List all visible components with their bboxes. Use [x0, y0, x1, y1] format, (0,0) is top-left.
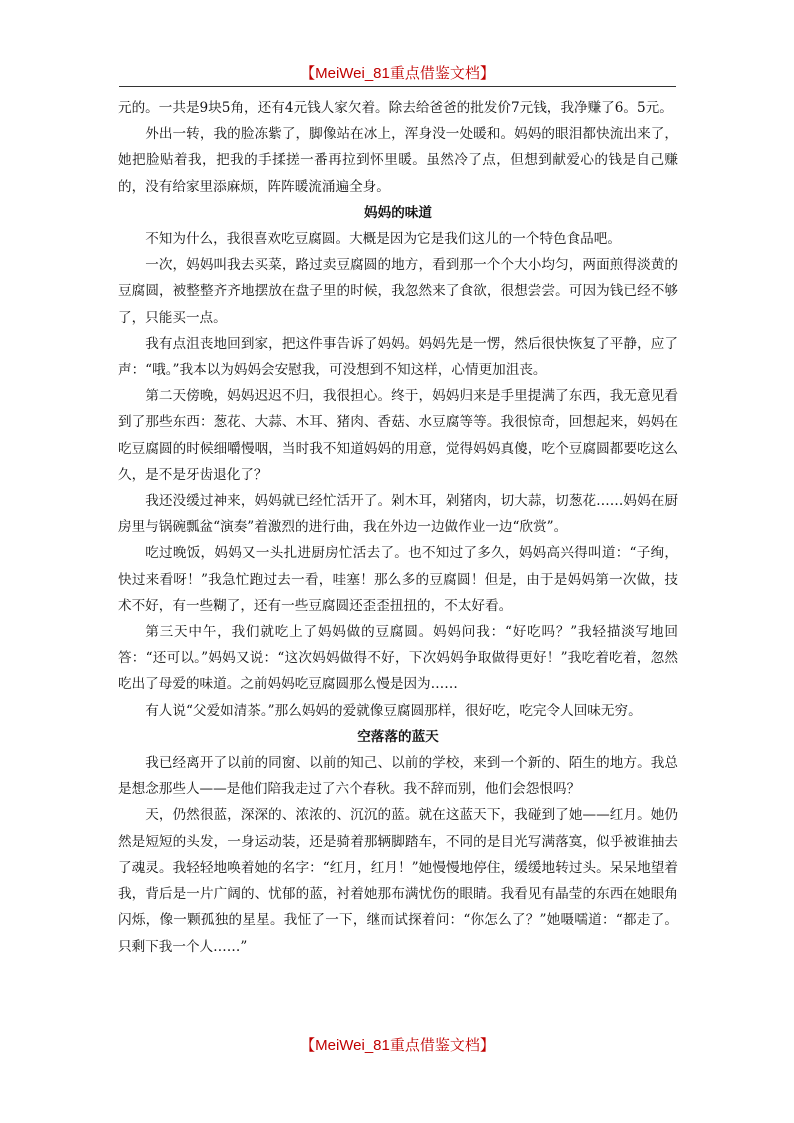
paragraph: 我还没缓过神来，妈妈就已经忙活开了。剁木耳，剁猪肉，切大蒜，切葱花……妈妈在厨房里与锅碗瓢盆“演奏”着激烈的进行曲，我在外边一边做作业一边“欣赏”。 — [118, 493, 678, 536]
paragraph: 我已经离开了以前的同窗、以前的知己、以前的学校，来到一个新的、陌生的地方。我总是想念那些人——是他们陪我走过了六个春秋。我不辞而别，他们会怨恨吗？ — [118, 755, 678, 798]
paragraph: 第三天中午，我们就吃上了妈妈做的豆腐圆。妈妈问我：“好吃吗？”我轻描淡写地回答：“还可以。”妈妈又说：“这次妈妈做得不好，下次妈妈争取做得更好！”我吃着吃着，忽然吃出了母爱的味道。之前妈妈吃豆腐圆那么慢是因为…… — [118, 624, 678, 693]
paragraph: 一次，妈妈叫我去买菜，路过卖豆腐圆的地方，看到那一个个大小均匀，两面煎得淡黄的豆腐圆，被整整齐齐地摆放在盘子里的时候，我忽然来了食欲，很想尝尝。可因为钱已经不够了，只能买一点。 — [118, 257, 678, 326]
paragraph: 不知为什么，我很喜欢吃豆腐圆。大概是因为它是我们这儿的一个特色食品吧。 — [145, 231, 621, 248]
document-body — [118, 95, 678, 960]
paragraph: 有人说“父爱如清茶。”那么妈妈的爱就像豆腐圆那样，很好吃，吃完令人回味无穷。 — [145, 702, 642, 719]
paragraph: 我有点沮丧地回到家，把这件事告诉了妈妈。妈妈先是一愣，然后很快恢复了平静，应了声：“哦。”我本以为妈妈会安慰我，可没想到不知这样，心情更加沮丧。 — [118, 335, 678, 379]
paragraph: 第二天傍晚，妈妈迟迟不归，我很担心。终于，妈妈归来是手里提满了东西，我无意见看到了那些东西：葱花、大蒜、木耳、猪肉、香菇、水豆腐等等。我很惊奇，回想起来，妈妈在吃豆腐圆的时候细嚼慢咽，当时我不知道妈妈的用意，觉得妈妈真傻，吃个豆腐圆都要吃这么久，是不是牙齿退化了？ — [118, 388, 678, 483]
paragraph: 元的。一共是9块5角，还有4元钱人家欠着。除去给爸爸的批发价7元钱，我净赚了6。5元。 — [118, 100, 673, 116]
page-header: 【MeiWei_81重点借鉴文档】 — [300, 65, 495, 82]
header-rule — [119, 86, 676, 87]
paragraph: 天，仍然很蓝，深深的、浓浓的、沉沉的蓝。就在这蓝天下，我碰到了她——红月。她仍然是短短的头发，一身运动装，还是骑着那辆脚踏车，不同的是目光写满落寞，似乎被谁抽去了魂灵。我轻轻地唤着她的名字：“红月，红月！”她慢慢地停住，缓缓地转过头。呆呆地望着我，背后是一片广阔的、忧郁的蓝，衬着她那布满忧伤的眼睛。我看见有晶莹的东西在她眼角闪烁，像一颗孤独的星星。我怔了一下，继而试探着问：“你怎么了？”她嗫嚅道：“都走了。只剩下我一个人……” — [118, 807, 678, 955]
section-title: 妈妈的味道 — [364, 204, 432, 221]
paragraph: 吃过晚饭，妈妈又一头扎进厨房忙活去了。也不知过了多久，妈妈高兴得叫道：“子绚，快过来看呀！”我急忙跑过去一看，哇塞！那么多的豆腐圆！但是，由于是妈妈第一次做，技术不好，有一些糊了，还有一些豆腐圆还歪歪扭扭的，不太好看。 — [118, 545, 678, 614]
section-title: 空落落的蓝天 — [357, 728, 439, 745]
paragraph: 外出一转，我的脸冻紫了，脚像站在冰上，浑身没一处暖和。妈妈的眼泪都快流出来了，她把脸贴着我，把我的手揉搓一番再拉到怀里暖。虽然冷了点，但想到献爱心的钱是自己赚的，没有给家里添麻烦，阵阵暖流涌遍全身。 — [118, 126, 678, 195]
page-footer: 【MeiWei_81重点借鉴文档】 — [300, 1037, 495, 1054]
